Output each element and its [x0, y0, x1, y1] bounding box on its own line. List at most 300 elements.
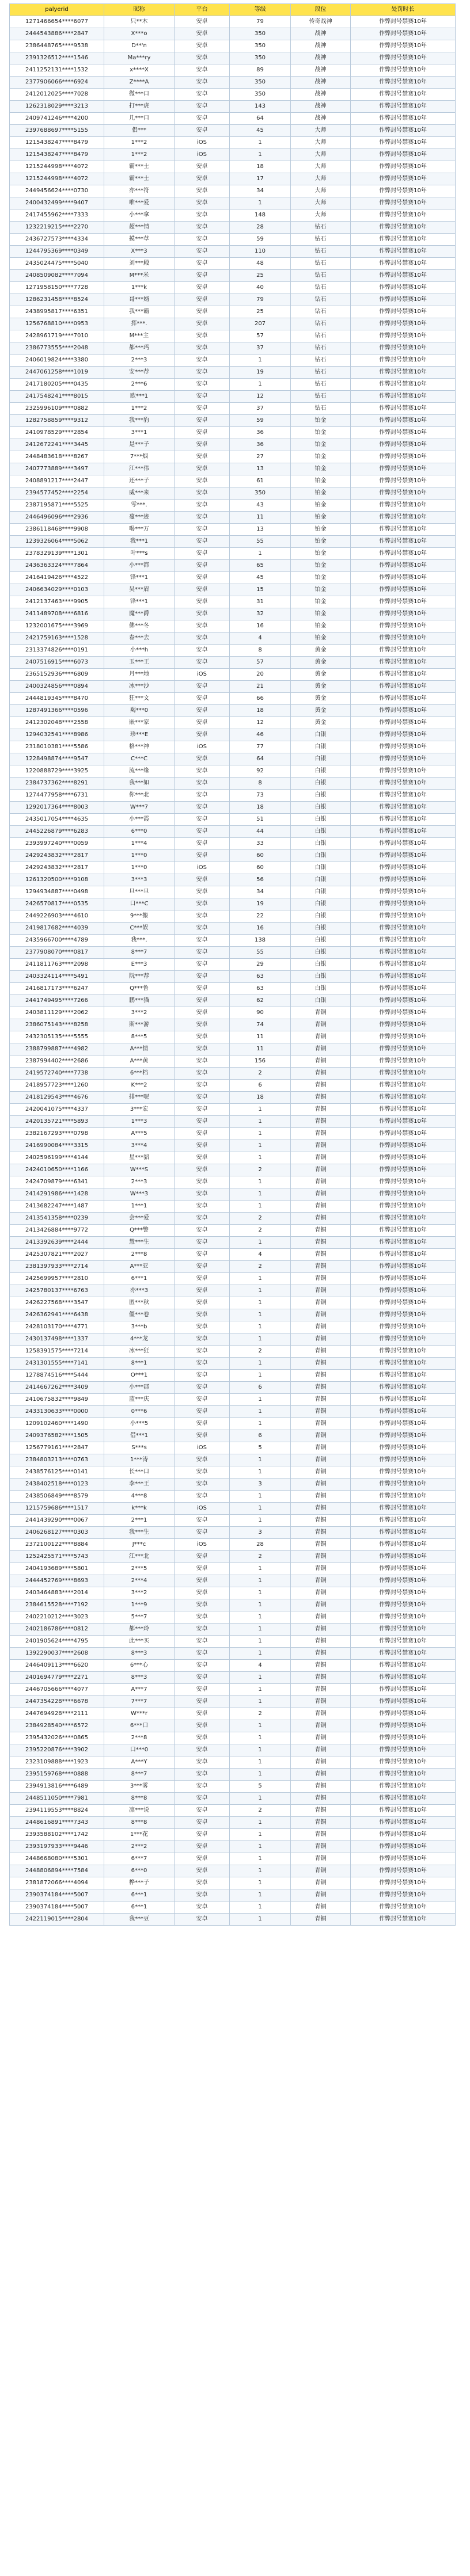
cell-penalty: 作弊封号禁赛10年: [351, 1793, 456, 1805]
cell-platform: 安卓: [175, 584, 230, 596]
cell-platform: 安卓: [175, 1068, 230, 1080]
cell-nickname: C***娱: [104, 923, 175, 935]
table-row: [10, 1406, 456, 1418]
cell-player-id: 2410675832****9849: [10, 1394, 104, 1406]
table-row: [10, 258, 456, 270]
cell-player-id: 2441439290****0067: [10, 1515, 104, 1527]
cell-player-id: 1215759686****1517: [10, 1503, 104, 1515]
cell-nickname: Q***鲁: [104, 983, 175, 995]
cell-penalty: 作弊封号禁赛10年: [351, 342, 456, 355]
cell-penalty: 作弊封号禁赛10年: [351, 1285, 456, 1297]
cell-platform: 安卓: [175, 1188, 230, 1201]
table-row: [10, 524, 456, 536]
cell-level: 1: [230, 1720, 291, 1732]
table-row: [10, 1382, 456, 1394]
cell-penalty: 作弊封号禁赛10年: [351, 463, 456, 475]
cell-level: 45: [230, 572, 291, 584]
cell-player-id: 2384615528****7192: [10, 1599, 104, 1611]
table-row: [10, 1273, 456, 1285]
cell-penalty: 作弊封号禁赛10年: [351, 1672, 456, 1684]
table-row: [10, 608, 456, 620]
cell-nickname: Z****A: [104, 77, 175, 89]
cell-platform: 安卓: [175, 1805, 230, 1817]
cell-level: 5: [230, 1781, 291, 1793]
cell-player-id: 2384737362****8291: [10, 778, 104, 790]
cell-platform: 安卓: [175, 1201, 230, 1213]
cell-platform: 安卓: [175, 1454, 230, 1466]
cell-penalty: 作弊封号禁赛10年: [351, 89, 456, 101]
cell-nickname: A***5: [104, 1128, 175, 1140]
table-row: [10, 1829, 456, 1841]
cell-platform: 安卓: [175, 729, 230, 741]
cell-level: 2: [230, 1261, 291, 1273]
cell-level: 74: [230, 1019, 291, 1031]
cell-penalty: 作弊封号禁赛10年: [351, 1237, 456, 1249]
cell-level: 29: [230, 959, 291, 971]
cell-platform: 安卓: [175, 1418, 230, 1430]
cell-nickname: 桦***子: [104, 1877, 175, 1889]
table-row: [10, 1660, 456, 1672]
cell-player-id: 2409741246****4200: [10, 113, 104, 125]
cell-player-id: 1278874516****5444: [10, 1370, 104, 1382]
cell-platform: 安卓: [175, 1889, 230, 1901]
table-row: [10, 1346, 456, 1358]
cell-rank: 战神: [291, 40, 351, 52]
cell-level: 15: [230, 584, 291, 596]
cell-player-id: 2416817173****6247: [10, 983, 104, 995]
cell-platform: 安卓: [175, 246, 230, 258]
cell-player-id: 1261320500****9108: [10, 874, 104, 886]
cell-player-id: 2387994402****2686: [10, 1055, 104, 1068]
cell-player-id: 2438995817****6351: [10, 306, 104, 318]
cell-penalty: 作弊封号禁赛10年: [351, 222, 456, 234]
cell-platform: 安卓: [175, 1394, 230, 1406]
cell-penalty: 作弊封号禁赛10年: [351, 1152, 456, 1164]
cell-rank: 战神: [291, 28, 351, 40]
cell-level: 59: [230, 415, 291, 427]
cell-platform: iOS: [175, 862, 230, 874]
cell-rank: 青铜: [291, 1841, 351, 1853]
cell-level: 64: [230, 753, 291, 765]
cell-level: 143: [230, 101, 291, 113]
cell-player-id: 2447694928****2111: [10, 1708, 104, 1720]
cell-penalty: 作弊封号禁赛10年: [351, 681, 456, 693]
cell-rank: 青铜: [291, 1575, 351, 1587]
table-row: [10, 717, 456, 729]
cell-level: 1: [230, 1575, 291, 1587]
cell-player-id: 2402186786****0812: [10, 1624, 104, 1636]
table-row: [10, 1128, 456, 1140]
cell-level: 1: [230, 1769, 291, 1781]
cell-nickname: W***7: [104, 802, 175, 814]
cell-penalty: 作弊封号禁赛10年: [351, 1092, 456, 1104]
cell-rank: 白银: [291, 826, 351, 838]
table-row: [10, 584, 456, 596]
cell-nickname: 8***1: [104, 1358, 175, 1370]
cell-rank: 白银: [291, 910, 351, 923]
cell-level: 1: [230, 1406, 291, 1418]
cell-nickname: 打***虎: [104, 101, 175, 113]
cell-level: 55: [230, 536, 291, 548]
cell-rank: 青铜: [291, 1382, 351, 1394]
cell-level: 148: [230, 209, 291, 222]
cell-nickname: 2***4: [104, 1575, 175, 1587]
cell-rank: 战神: [291, 89, 351, 101]
table-row: [10, 705, 456, 717]
cell-nickname: 几***口: [104, 113, 175, 125]
cell-rank: 青铜: [291, 1201, 351, 1213]
cell-level: 27: [230, 451, 291, 463]
cell-platform: 安卓: [175, 1092, 230, 1104]
cell-rank: 白银: [291, 741, 351, 753]
cell-rank: 青铜: [291, 1914, 351, 1926]
cell-player-id: 2384803213****0763: [10, 1454, 104, 1466]
cell-level: 62: [230, 995, 291, 1007]
cell-player-id: 2428103170****4771: [10, 1321, 104, 1333]
cell-penalty: 作弊封号禁赛10年: [351, 1539, 456, 1551]
cell-nickname: 小***h: [104, 645, 175, 657]
cell-player-id: 2393997240****0059: [10, 838, 104, 850]
table-row: [10, 959, 456, 971]
table-row: [10, 1539, 456, 1551]
cell-rank: 大师: [291, 185, 351, 197]
cell-platform: 安卓: [175, 765, 230, 778]
table-row: [10, 1672, 456, 1684]
cell-penalty: 作弊封号禁赛10年: [351, 40, 456, 52]
cell-player-id: 2448668080****5301: [10, 1853, 104, 1865]
cell-nickname: 欧***1: [104, 391, 175, 403]
cell-nickname: 1***k: [104, 282, 175, 294]
cell-penalty: 作弊封号禁赛10年: [351, 318, 456, 330]
cell-rank: 黄金: [291, 681, 351, 693]
table-row: [10, 1225, 456, 1237]
cell-platform: 安卓: [175, 16, 230, 28]
cell-penalty: 作弊封号禁赛10年: [351, 1478, 456, 1491]
table-row: [10, 1684, 456, 1696]
table-row: [10, 645, 456, 657]
cell-nickname: 排***呢: [104, 1092, 175, 1104]
cell-platform: 安卓: [175, 415, 230, 427]
cell-rank: 钻石: [291, 258, 351, 270]
cell-level: 1: [230, 1696, 291, 1708]
cell-platform: 安卓: [175, 1019, 230, 1031]
cell-rank: 青铜: [291, 1563, 351, 1575]
cell-rank: 白银: [291, 753, 351, 765]
cell-penalty: 作弊封号禁赛10年: [351, 1503, 456, 1515]
cell-nickname: 1***9: [104, 1599, 175, 1611]
cell-penalty: 作弊封号禁赛10年: [351, 1019, 456, 1031]
cell-penalty: 作弊封号禁赛10年: [351, 1551, 456, 1563]
cell-level: 1: [230, 1188, 291, 1201]
cell-player-id: 2425699957****2810: [10, 1273, 104, 1285]
cell-rank: 青铜: [291, 1539, 351, 1551]
table-row: [10, 778, 456, 790]
cell-platform: 安卓: [175, 1213, 230, 1225]
cell-platform: 安卓: [175, 1841, 230, 1853]
cell-nickname: 8***8: [104, 1793, 175, 1805]
cell-rank: 青铜: [291, 1116, 351, 1128]
cell-platform: 安卓: [175, 355, 230, 367]
table-row: [10, 137, 456, 149]
cell-rank: 战神: [291, 64, 351, 77]
cell-level: 1: [230, 1297, 291, 1309]
cell-rank: 青铜: [291, 1696, 351, 1708]
cell-level: 6: [230, 1430, 291, 1442]
cell-platform: iOS: [175, 1442, 230, 1454]
cell-nickname: 5***7: [104, 1611, 175, 1624]
cell-player-id: 2419572740****7738: [10, 1068, 104, 1080]
cell-nickname: 威***来: [104, 487, 175, 500]
cell-penalty: 作弊封号禁赛10年: [351, 1599, 456, 1611]
cell-player-id: 2393197933****9446: [10, 1841, 104, 1853]
table-row: [10, 1068, 456, 1080]
cell-platform: 安卓: [175, 1225, 230, 1237]
cell-nickname: 3***1: [104, 427, 175, 439]
cell-nickname: 亦***符: [104, 185, 175, 197]
cell-nickname: 李***王: [104, 1478, 175, 1491]
cell-penalty: 作弊封号禁赛10年: [351, 1720, 456, 1732]
cell-nickname: 4***8: [104, 1491, 175, 1503]
cell-nickname: 都***玛: [104, 342, 175, 355]
cell-platform: 安卓: [175, 282, 230, 294]
cell-level: 60: [230, 862, 291, 874]
cell-platform: 安卓: [175, 294, 230, 306]
cell-level: 1: [230, 1841, 291, 1853]
cell-nickname: 我***.: [104, 935, 175, 947]
table-row: [10, 838, 456, 850]
cell-platform: 安卓: [175, 693, 230, 705]
cell-rank: 青铜: [291, 1213, 351, 1225]
table-row: [10, 1249, 456, 1261]
table-row: [10, 1418, 456, 1430]
cell-level: 12: [230, 717, 291, 729]
table-header: [10, 4, 456, 16]
cell-rank: 青铜: [291, 1732, 351, 1744]
cell-rank: 大师: [291, 197, 351, 209]
cell-rank: 钻石: [291, 222, 351, 234]
cell-player-id: 2395220876****3902: [10, 1744, 104, 1756]
cell-nickname: S***s: [104, 1442, 175, 1454]
cell-level: 1: [230, 149, 291, 161]
table-row: [10, 1370, 456, 1382]
cell-platform: 安卓: [175, 451, 230, 463]
cell-level: 43: [230, 500, 291, 512]
table-row: [10, 379, 456, 391]
header-row: [10, 4, 456, 16]
table-row: [10, 439, 456, 451]
cell-player-id: 2448511050****7981: [10, 1793, 104, 1805]
table-row: [10, 572, 456, 584]
table-row: [10, 1624, 456, 1636]
cell-rank: 青铜: [291, 1817, 351, 1829]
cell-level: 17: [230, 173, 291, 185]
cell-player-id: 2401905624****4795: [10, 1636, 104, 1648]
cell-penalty: 作弊封号禁赛10年: [351, 1575, 456, 1587]
cell-rank: 白银: [291, 802, 351, 814]
cell-nickname: C***C: [104, 753, 175, 765]
cell-player-id: 2446705666****4077: [10, 1684, 104, 1696]
cell-penalty: 作弊封号禁赛10年: [351, 995, 456, 1007]
cell-nickname: 锋***1: [104, 572, 175, 584]
cell-penalty: 作弊封号禁赛10年: [351, 1914, 456, 1926]
cell-level: 1: [230, 548, 291, 560]
cell-platform: 安卓: [175, 790, 230, 802]
cell-platform: 安卓: [175, 125, 230, 137]
table-row: [10, 1237, 456, 1249]
cell-platform: 安卓: [175, 886, 230, 898]
cell-rank: 青铜: [291, 1744, 351, 1756]
cell-nickname: x****X: [104, 64, 175, 77]
cell-level: 56: [230, 874, 291, 886]
table-row: [10, 101, 456, 113]
table-row: [10, 1756, 456, 1769]
cell-platform: 安卓: [175, 1031, 230, 1043]
cell-level: 65: [230, 560, 291, 572]
cell-player-id: 2413392639****2444: [10, 1237, 104, 1249]
cell-platform: 安卓: [175, 1563, 230, 1575]
cell-rank: 青铜: [291, 1527, 351, 1539]
cell-nickname: 小***郡: [104, 1382, 175, 1394]
cell-rank: 钻石: [291, 270, 351, 282]
cell-player-id: 2406268127****0303: [10, 1527, 104, 1539]
table-row: [10, 367, 456, 379]
cell-rank: 铂金: [291, 439, 351, 451]
cell-platform: 安卓: [175, 850, 230, 862]
cell-penalty: 作弊封号禁赛10年: [351, 1660, 456, 1672]
cell-platform: 安卓: [175, 1273, 230, 1285]
cell-penalty: 作弊封号禁赛10年: [351, 1321, 456, 1333]
cell-player-id: 2403464883****2014: [10, 1587, 104, 1599]
cell-player-id: 2424709879****6341: [10, 1176, 104, 1188]
cell-platform: 安卓: [175, 173, 230, 185]
cell-level: 37: [230, 342, 291, 355]
cell-rank: 青铜: [291, 1551, 351, 1563]
cell-platform: 安卓: [175, 572, 230, 584]
cell-player-id: 2404193689****5801: [10, 1563, 104, 1575]
cell-platform: 安卓: [175, 185, 230, 197]
cell-player-id: 2386773555****2048: [10, 342, 104, 355]
table-row: [10, 560, 456, 572]
cell-rank: 铂金: [291, 584, 351, 596]
cell-rank: 铂金: [291, 560, 351, 572]
cell-penalty: 作弊封号禁赛10年: [351, 487, 456, 500]
cell-rank: 青铜: [291, 1442, 351, 1454]
table-row: [10, 862, 456, 874]
cell-penalty: 作弊封号禁赛10年: [351, 1841, 456, 1853]
table-row: [10, 1007, 456, 1019]
cell-nickname: 3***2: [104, 1007, 175, 1019]
table-row: [10, 234, 456, 246]
cell-platform: 安卓: [175, 1744, 230, 1756]
cell-rank: 白银: [291, 971, 351, 983]
table-row: [10, 1587, 456, 1599]
table-row: [10, 729, 456, 741]
cell-player-id: 2425780137****6763: [10, 1285, 104, 1297]
cell-penalty: 作弊封号禁赛10年: [351, 500, 456, 512]
cell-penalty: 作弊封号禁赛10年: [351, 657, 456, 669]
cell-level: 1: [230, 1624, 291, 1636]
table-row: [10, 209, 456, 222]
cell-penalty: 作弊封号禁赛10年: [351, 669, 456, 681]
cell-nickname: 吴***眉: [104, 584, 175, 596]
cell-platform: 安卓: [175, 1152, 230, 1164]
cell-nickname: 口***C: [104, 898, 175, 910]
cell-penalty: 作弊封号禁赛10年: [351, 814, 456, 826]
cell-rank: 青铜: [291, 1756, 351, 1769]
cell-penalty: 作弊封号禁赛10年: [351, 185, 456, 197]
cell-player-id: 2409376582****1505: [10, 1430, 104, 1442]
cell-rank: 铂金: [291, 487, 351, 500]
table-row: [10, 222, 456, 234]
cell-level: 1: [230, 1116, 291, 1128]
cell-rank: 战神: [291, 52, 351, 64]
cell-nickname: 1***4: [104, 838, 175, 850]
cell-rank: 白银: [291, 838, 351, 850]
cell-player-id: 2403324114****5491: [10, 971, 104, 983]
cell-nickname: 只**木: [104, 16, 175, 28]
cell-level: 3: [230, 1527, 291, 1539]
cell-level: 89: [230, 64, 291, 77]
cell-nickname: 我***生: [104, 1527, 175, 1539]
table-row: [10, 1055, 456, 1068]
cell-penalty: 作弊封号禁赛10年: [351, 1068, 456, 1080]
cell-penalty: 作弊封号禁赛10年: [351, 1877, 456, 1889]
cell-player-id: 2430137498****1337: [10, 1333, 104, 1346]
cell-penalty: 作弊封号禁赛10年: [351, 451, 456, 463]
cell-nickname: 刘***殿: [104, 258, 175, 270]
cell-penalty: 作弊封号禁赛10年: [351, 1563, 456, 1575]
cell-level: 6: [230, 1382, 291, 1394]
cell-penalty: 作弊封号禁赛10年: [351, 367, 456, 379]
cell-nickname: 长***口: [104, 1466, 175, 1478]
cell-nickname: 口***0: [104, 1744, 175, 1756]
cell-rank: 青铜: [291, 1901, 351, 1914]
table-row: [10, 826, 456, 838]
cell-platform: 安卓: [175, 596, 230, 608]
cell-level: 20: [230, 669, 291, 681]
cell-nickname: 哥***婿: [104, 294, 175, 306]
table-row: [10, 1019, 456, 1031]
cell-level: 32: [230, 608, 291, 620]
cell-level: 350: [230, 89, 291, 101]
cell-level: 1: [230, 379, 291, 391]
cell-player-id: 2381397933****2714: [10, 1261, 104, 1273]
cell-penalty: 作弊封号禁赛10年: [351, 1140, 456, 1152]
cell-platform: 安卓: [175, 923, 230, 935]
cell-rank: 青铜: [291, 1128, 351, 1140]
cell-level: 1: [230, 1865, 291, 1877]
cell-level: 1: [230, 355, 291, 367]
cell-player-id: 1220888729****3925: [10, 765, 104, 778]
cell-rank: 铂金: [291, 608, 351, 620]
cell-rank: 青铜: [291, 1466, 351, 1478]
cell-nickname: 亦***3: [104, 1285, 175, 1297]
cell-level: 13: [230, 524, 291, 536]
cell-player-id: 2448806894****7584: [10, 1865, 104, 1877]
cell-nickname: 春***去: [104, 632, 175, 645]
cell-penalty: 作弊封号禁赛10年: [351, 1333, 456, 1346]
cell-rank: 白银: [291, 898, 351, 910]
cell-rank: 黄金: [291, 705, 351, 717]
cell-nickname: 2***2: [104, 1841, 175, 1853]
cell-platform: 安卓: [175, 620, 230, 632]
cell-rank: 黄金: [291, 657, 351, 669]
cell-platform: 安卓: [175, 101, 230, 113]
cell-platform: 安卓: [175, 1829, 230, 1841]
table-row: [10, 596, 456, 608]
cell-nickname: 你***北: [104, 790, 175, 802]
cell-player-id: 2377908070****0817: [10, 947, 104, 959]
